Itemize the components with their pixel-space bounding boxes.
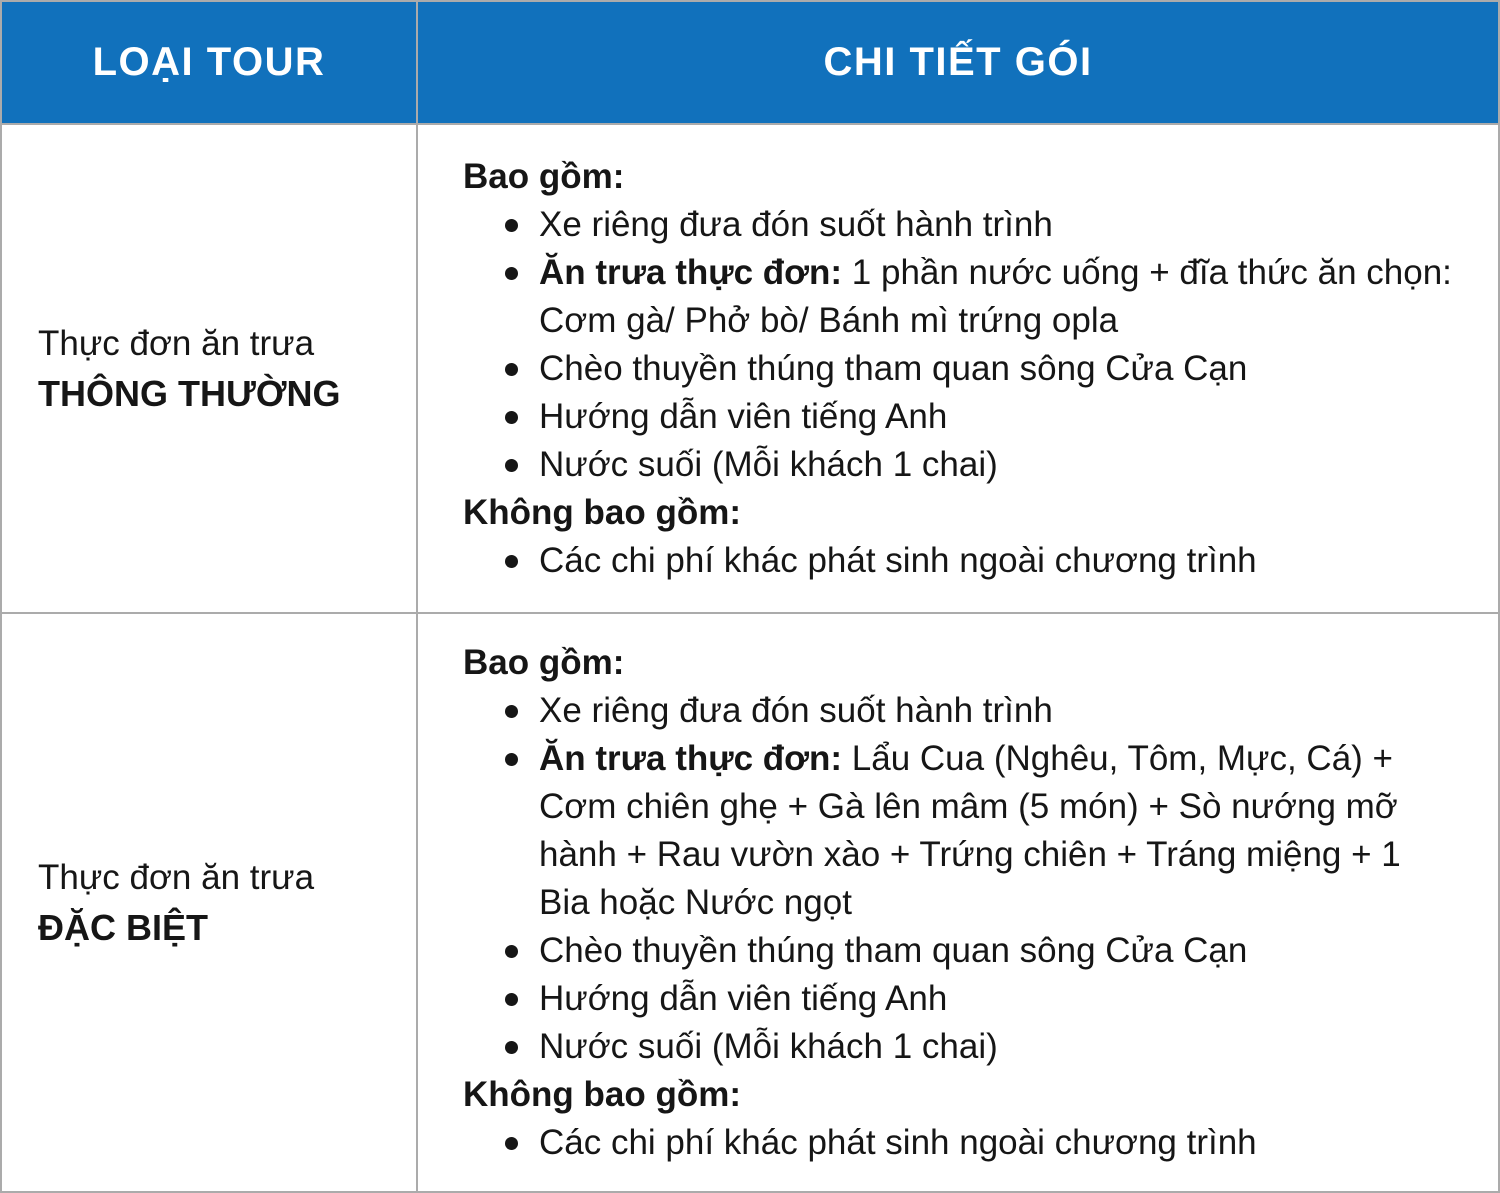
excludes-list [463,1119,1453,1167]
include-item [503,345,1453,393]
include-item [503,249,1453,345]
include-item-text: Chèo thuyền thúng tham quan sông Cửa Cạn [539,348,1248,388]
include-item-text: Nước suối (Mỗi khách 1 chai) [539,1026,998,1066]
include-item [503,735,1453,927]
tour-type-name: Thực đơn ăn trưa [38,857,315,897]
include-item [503,975,1453,1023]
includes-list [463,201,1453,489]
excludes-list [463,537,1453,585]
include-item-bold-lead: Ăn trưa thực đơn: [539,738,843,778]
tour-type-name: Thực đơn ăn trưa [38,323,315,363]
include-item-text: Hướng dẫn viên tiếng Anh [539,396,948,436]
include-item [503,1023,1453,1071]
exclude-item-text: Các chi phí khác phát sinh ngoài chương trình [539,1122,1257,1162]
include-item [503,201,1453,249]
include-item [503,393,1453,441]
includes-list [463,687,1453,1071]
includes-label: Bao gồm: [463,156,625,196]
include-item [503,927,1453,975]
include-item-text: 1 phần nước uống + đĩa thức ăn chọn: Cơm gà/ Phở bò/ Bánh mì trứng opla [539,252,1452,340]
exclude-item [503,537,1453,585]
excludes-label: Không bao gồm: [463,492,742,532]
header-cell-package-details [418,2,1498,123]
excludes-label: Không bao gồm: [463,1074,742,1114]
header-label-package-details: CHI TIẾT GÓI [823,40,1093,84]
includes-label: Bao gồm: [463,642,625,682]
include-item [503,687,1453,735]
include-item-text: Hướng dẫn viên tiếng Anh [539,978,948,1018]
package-details-cell-special [418,614,1498,1191]
include-item-text: Xe riêng đưa đón suốt hành trình [539,204,1053,244]
tour-type-cell-special [2,614,416,1191]
exclude-item [503,1119,1453,1167]
exclude-item-text: Các chi phí khác phát sinh ngoài chương trình [539,540,1257,580]
header-label-tour-type: LOẠI TOUR [92,40,326,84]
include-item-text: Chèo thuyền thúng tham quan sông Cửa Cạn [539,930,1248,970]
tour-type-category: THÔNG THƯỜNG [38,372,341,414]
include-item-text: Xe riêng đưa đón suốt hành trình [539,690,1053,730]
package-details-cell-standard [418,125,1498,612]
tour-type-cell-standard [2,125,416,612]
include-item-text: Nước suối (Mỗi khách 1 chai) [539,444,998,484]
tour-type-category: ĐẶC BIỆT [38,906,208,948]
include-item-text: Lẩu Cua (Nghêu, Tôm, Mực, Cá) + Cơm chiên ghẹ + Gà lên mâm (5 món) + Sò nướng mỡ hành + Rau vườn xào + Trứng chiên + Tráng miệng + 1 Bia hoặc Nước ngọt [539,738,1401,922]
header-cell-tour-type [2,2,416,123]
include-item [503,441,1453,489]
include-item-bold-lead: Ăn trưa thực đơn: [539,252,843,292]
